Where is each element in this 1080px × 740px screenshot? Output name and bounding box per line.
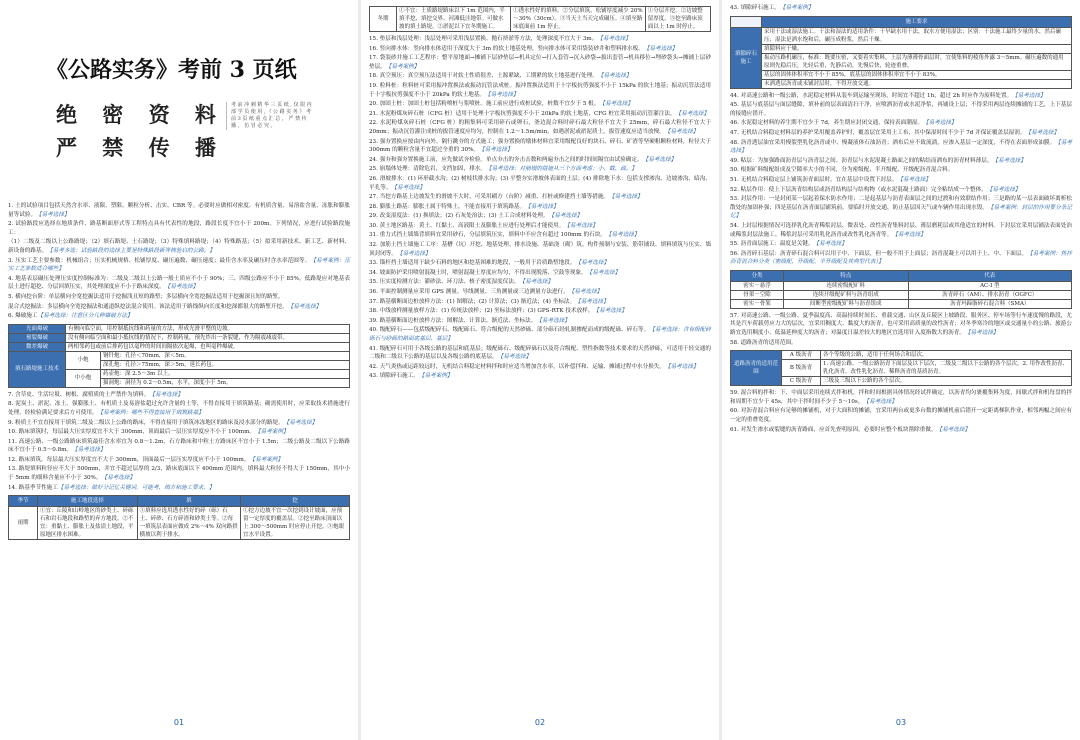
- process-table: [730, 16, 1072, 89]
- table-header-row: [731, 270, 1072, 281]
- paragraph: 56. 沥青碎石基层：沥青碎石混合料可以用于中、下面层，但一般不用于上面层；沥青混凝土可以用于上、中、下面层。【易考案例：热拌沥青混合料分类（密级配、开级配、半开级配及其典型代表）】: [730, 250, 1072, 266]
- exam-tag: 【易考选择】: [605, 232, 640, 239]
- paragraph: 48. 沥青透层油宜采用慢裂型乳化沥青或中、慢凝液体石油沥青；洒布后应不致流淌，应渗入基层一定深度，不得在表面形成油膜。【易考选择】: [730, 139, 1072, 155]
- exam-tag: 【易考选择】: [664, 363, 699, 370]
- table-cell: 密实－悬浮: [731, 281, 784, 290]
- table-cell: [731, 16, 762, 27]
- exam-tag: 【易考选择】: [892, 231, 926, 238]
- exam-tag: 【易考选择：注意区分几种爆破方法】: [37, 313, 133, 320]
- table-header: 特点: [783, 270, 908, 281]
- exam-tag: 【易考选择】: [597, 36, 631, 42]
- table-cell: AC-I 型: [908, 281, 1071, 290]
- exam-tag: 【易考选择】: [1012, 92, 1046, 99]
- table-header: 分类: [731, 270, 784, 281]
- table-cell: 雨期: [9, 507, 38, 540]
- table-cell: 沥青玛蹄脂碎石混合料（SMA）: [908, 299, 1071, 308]
- table-cell: B 级沥青: [782, 360, 821, 377]
- exam-tag: 【易考选择】: [897, 176, 931, 183]
- notice-text: 考 前 冲 刺 精 华 三 页 纸 , 仅 限 内 部 学 员 使 用 ，《 公 路 实 务 》 考 前 3 页 纸 重 点 汇 总 ， 严 禁 传 播 ， 仿 冒 必 究 。: [226, 102, 313, 130]
- table-row: [731, 53, 1072, 70]
- exam-tag: 【易考选择】: [923, 120, 957, 127]
- page-title: 《公路实务》考前 3 页纸: [46, 57, 297, 83]
- table-header: 季节: [9, 496, 38, 507]
- paragraph: 24. 强夯和强夯置换施工前，应先做试夯检验。单点夯击的夯击击数和两遍夯击之间的时间间隔宜由试验确定。【易考选择】: [369, 156, 677, 163]
- paragraph: 40. 级配碎石——包括级配碎石、级配砾石、符合级配的天然砂砾、部分砾石经轧制掺配而成的级配砾、碎石等。【易考选择：含有级配碎砾石与砂砾的路面底基层、基层】: [369, 327, 711, 342]
- table-row: [370, 7, 711, 32]
- table-header: 施工要求: [762, 16, 1072, 27]
- table-cell: 道路沥青的适用范围: [731, 351, 782, 386]
- exam-tag: 【易考选择】: [813, 241, 847, 248]
- exam-tag: 【易考选择】: [575, 298, 609, 305]
- paragraph: 19. 粒料桩：粒料桩可采用振冲置换法或振动沉管法成桩。振冲置换法适用于十字板抗剪强度不小于 15kPa 的软土地基；振动沉管法适用于十字板抗剪强度不小于 20kPa 的软土地基。【易考选择】: [369, 82, 711, 98]
- paragraph: 1. 土的试验项目包括天然含水率、液限、塑限、颗粒分析、击实、CBR 等。必要时应做相对密度、有机质含量、易溶盐含量、冻胀和膨胀量等试验。【易考选择】: [8, 203, 350, 218]
- paragraph: 42. 天气炎热或运距较远时，无机结合料稳定材料拌和时应适当增加含水率，以补偿拌和、运输、摊铺过程中水分损失。【易考选择】: [369, 363, 699, 370]
- exam-tag: 【易考选择】: [642, 156, 677, 163]
- exam-tag: 【易考选择】: [283, 419, 318, 426]
- paragraph: 17. 袋装砂井施工工艺程序：整平原地面→摊铺下层砂垫层→机具定位→打入套管→沉入砂袋→拔出套管→机具移位→埋砂袋头→摊铺上层砂垫层。【易考案例】: [369, 55, 711, 70]
- exam-tag: 【易考选择】: [101, 475, 136, 482]
- paragraph: 55. 沥青面层施工：温度是关键。【易考选择】: [730, 241, 847, 248]
- paragraph: 49. 粘层：为加强路面沥青层与沥青层之间、沥青层与水泥混凝土路面之间的粘结而洒布的沥青材料薄层。【易考选择】: [730, 157, 1026, 164]
- paragraph: 10. 路床填筑时，每层最大压实厚度宜不大于 300mm，顶面最后一层压实厚度应不小于 100mm。【易考案例】: [8, 429, 289, 436]
- table-cell: ①挖方边坡不宜一次挖到设计坡面，应预留一定厚度的覆盖层。②挖至路床顶面以上 300～500mm 时应停止开挖。③炮眼宜水平设置。: [241, 507, 350, 540]
- table-row: [9, 507, 350, 540]
- table-cell: 密实－骨架: [731, 299, 784, 308]
- table-header-row: [731, 16, 1072, 27]
- exam-tag: 【易考案例：哪些不得直接用于填筑路基】: [97, 409, 204, 416]
- exam-tag: 【易考选择】: [485, 91, 519, 98]
- paragraph: 16. 竖向排水体：竖向排水体适用于深度大于 3m 的软土地基处理。竖向排水体可采用袋装砂井和塑料排水板。【易考选择】: [369, 45, 678, 52]
- paragraph: 33. 锚杆挡土墙适用于缺少石料的地区和挖基困难的地段，一般用于岩质路堑地段。【易考选择】: [369, 260, 610, 267]
- exam-tag: 【易考选择】: [149, 391, 183, 398]
- exam-tag: 【易考选择】: [730, 139, 1072, 155]
- table-header: 代表: [908, 270, 1071, 281]
- exam-tag: 【易考选择】: [675, 110, 710, 117]
- table-cell: 基层的固体体积率宜不小于 85%，底基层的固体体积率宜不小于 83%。: [762, 70, 1072, 79]
- paragraph: 混合式挖掘法：多层横向全宽挖掘法和通道纵挖法混合使用。该法适用于路线纵向长度和挖深都很大的路堑开挖。【易考选择】: [8, 303, 322, 310]
- exam-tag: 【易考选择】: [964, 330, 999, 337]
- table-cell: ①宜：丘陵和山岭地区的砂类土、碎砾石和岩石地段和路堑的弃方地段。②不宜：重黏土、膨胀土及盐渍土地段，平原地区排水困难。: [38, 507, 138, 540]
- table-row: [731, 27, 1072, 44]
- paragraph: 45. 基层与底基层与面层缝隙，填补前的层表面清扫干净，应喷洒沥青或水泥净浆，再铺设上层；不得采用两层连续摊铺的工艺，上下基层的接缝应错开。: [730, 102, 1072, 117]
- paragraph: 6. 爆破施工【易考选择：注意区分几种爆破方法】: [8, 313, 133, 320]
- paragraph: 4. 地基表层碾压处理压实度控制标准为：二级及二级以上公路一般土质应不小于 90%；三、四级公路应不小于 85%。低路堤应对地基表层土进行超挖、分层回填压实，其处理深度应不小于路床深度。【易考选择】: [8, 275, 350, 291]
- exam-tag: 【易考选择】: [396, 250, 431, 257]
- paragraph-list: [8, 202, 350, 321]
- table-cell: 填隙碎石施工: [731, 27, 762, 88]
- exam-tag: 【易考选择：做好分记忆关键词，可能考、填方和施工要求。】: [57, 484, 215, 491]
- paragraph: 26. 滑坡排水：(1) 环形截水沟；(2) 树枝状排水沟；(3) 平整夯实滑坡体表面的土层；(4) 排除地下水：包括支撑渗沟、边坡渗沟、暗沟、平孔等。【易考选择】: [369, 175, 711, 191]
- confidential-banner: [8, 90, 350, 202]
- table-cell: 填石路堤施工技术: [9, 351, 66, 387]
- paragraph: 3. 压实工艺主要参数：机械组合；压实机械规格、松铺厚度、碾压遍数、碾压速度；最佳含水率及碾压时含水率范围等。【易考案例：压实工艺参数适合哪些】: [8, 257, 350, 273]
- paragraph: 39. 路基横断面边桩放样方法：图解法、计算法、渐近法、坐标法。【易考选择】: [369, 317, 570, 324]
- table-row: [9, 342, 350, 351]
- table-header-row: [9, 496, 350, 507]
- table-row: [731, 281, 1072, 290]
- exam-tag: 【易考选择】: [164, 284, 199, 291]
- paragraph: 2. 试验路段应选择在地质条件、路基断面形式等工程特点具有代表性的地段，路段长度不宜小于 200m。下列情况，应进行试验路段施工：: [8, 221, 350, 236]
- table-cell: 预裂爆破: [9, 333, 66, 342]
- exam-tag: 【易考选择：含有级配碎砾石与砂砾的路面底基层、基层】: [369, 327, 711, 342]
- exam-tag: 【易考选择】: [575, 260, 610, 267]
- paragraph: 59. 混合料的拌和：下、中面层采用连续式拌和机，拌和时间根据具体情况经试拌确定，以沥青均匀裹覆集料为度，间歇式拌和机每盘的拌和周期不宜少于 45s，其中干拌时间不少于 5～10s。【易考选择】: [730, 390, 1072, 405]
- paragraph: 8. 泥炭土、淤泥、冻土、强膨胀土、有机质土及易溶盐超过允许含量的土等，不得直接用于填筑路基；确需使用时，应采取技术措施进行处理，经检验满足要求后方可使用。【易考案例：哪些不得直接用于填筑路基】: [8, 401, 350, 416]
- page-1: [0, 0, 358, 740]
- paragraph: 20. 加固土桩：加固土桩包括粉喷桩与浆喷桩。施工前应进行成桩试验，桩数不宜少于 5 根。【易考选择】: [369, 101, 633, 108]
- paragraph: 47. 无机结合料稳定材料层的养护采用覆盖养护时，覆盖层宜采用土工布，其中保湿时间不少于 7d 并保证覆盖层湿润。【易考选择】: [730, 129, 1060, 136]
- table-cell: 各个等级的公路，适用于任何场合和层次。: [821, 351, 1072, 360]
- exam-tag: 【易考选择】: [586, 269, 621, 276]
- table-cell: 药壶炮：深 2.5～3m 以上。: [101, 369, 350, 378]
- page-3: [722, 0, 1080, 740]
- table-row: [731, 70, 1072, 79]
- table-cell: 两相邻药包或前后排药包以毫秒的时间间隔依次起爆，也叫毫秒爆破。: [66, 342, 350, 351]
- table-cell: ①不宜：土质路堤路床以下 1m 范围内，半填半挖、填挖交界、河滩低洼地带。可做水坡的填土路堤。②淤泥以下宜冬期施工。: [397, 7, 511, 32]
- table-cell: 猫洞炮：洞径为 0.2～0.5m，水平，深度小于 5m。: [101, 378, 350, 387]
- table-cell: A 级沥青: [782, 351, 821, 360]
- page-number: 02: [534, 718, 546, 728]
- paragraph: 22. 水泥粉煤灰碎石桩（CFG 桩）的粗集料可采用碎石或卵石，釜边混合料时碎石最大粒径不宜大于 25mm，碎石最大粒径不宜大于 20mm；振动沉管灌注成桩的拔管速度应均匀，控制在 1.2～1.5m/min，如遇淤泥或淤泥质土，拔管速度应适当放慢。【易考选择】: [369, 120, 711, 135]
- exam-tag: 【易考选择】: [391, 184, 425, 191]
- table-header: 施工地段选择: [38, 496, 138, 507]
- paragraph: 38. 中线放样测量放样方法：(1) 传统法放样；(2) 坐标法放样；(3) GPS-RTK 技术放样。【易考选择】: [369, 308, 627, 315]
- paragraph: 28. 膨胀土路基：膨胀土属于特殊土，不能直接用于填筑路基。【易考选择】: [369, 203, 559, 210]
- table-cell: 间断型密级配矿料与沥青组成: [783, 299, 908, 308]
- table-cell: 冬期: [370, 7, 397, 32]
- exam-tag: 【易考选择】: [287, 303, 322, 310]
- paragraph: 61. 对发生渗水或裂缝的沥青路面，应首先查明原因，必要时应整个板块凿除重做。【易考选择】: [730, 426, 971, 433]
- exam-tag: 【易考选择】: [1025, 129, 1060, 136]
- confidential-stamp: [56, 100, 225, 166]
- table-cell: 1. 高速公路、一级公路沥青下面层及以下层次，二级及二级以下公路的各个层次。2. 用作改性沥青、乳化沥青、改性乳化沥青、稀释沥青的基质沥青。: [821, 360, 1072, 377]
- exam-tag: 【易考选择】: [986, 186, 1021, 193]
- paragraph: 43. 填隙碎石施工。【易考案例】: [369, 373, 453, 380]
- paragraph: 13. 路堤填料粒径应不大于 500mm，并宜不超过层厚的 2/3，路床底面以下 400mm 范围内，填料最大粒径不得大于 150mm，其中小于 5mm 的细料含量应不小于 30%。【易考选择】: [8, 466, 350, 482]
- exam-tag: 【易考选择】: [35, 211, 70, 218]
- table-cell: 填隙料应干燥。: [762, 44, 1072, 53]
- exam-tag: 【易考选择】: [936, 426, 971, 433]
- table-cell: 有侧向临空面，用控制抵抗线和药量的方法，形成光滑平整的边坡。: [66, 324, 350, 333]
- paragraph: 9. 粉质土不宜直接用于填筑二级及二级以上公路的路床，不得直接用于填筑冰冻地区的路床及浸水部分的路堤。【易考选择】: [8, 419, 318, 426]
- exam-tag: 【易考案例】: [779, 5, 814, 11]
- blast-table: [8, 324, 350, 388]
- table-cell: 振动压路机碾压，标准：既要压密，又要着实集料，上层为薄薄骨面层时，宜使集料的棱角外露 3～5mm。碾压遍数的通用原则先稳后压，先轻后重，先静后动，先慢后快，轮迹重叠。: [762, 53, 1072, 70]
- table-cell: 微差爆破: [9, 342, 66, 351]
- stamp-line-1: 绝 密 资 料: [56, 103, 225, 127]
- table-row: [731, 299, 1072, 308]
- asphalt-scope-table: [730, 350, 1072, 386]
- exam-tag: 【易考选择】: [597, 73, 632, 80]
- paragraph: （1）二级及二级以上公路路堤；（2）填石路堤、土石路堤；（3）特殊填料路堤；（4）特殊路基；（5）拟采用新技术、新工艺、新材料、新设备的路基。【易考多选：试验路段的选择主要是特殊路段新等核验启的公路。】: [8, 239, 350, 254]
- table-row: [9, 351, 350, 360]
- paragraph: 21. 水泥粉煤灰碎石桩（CFG 桩）适用于处理十字板抗剪强度不小于 20kPa 的软土地基，CFG 桩宜采用振动沉管灌注法。【易考选择】: [369, 110, 710, 117]
- table-cell: 沥青碎石（AM）、排水沥青（OGFC）: [908, 290, 1071, 299]
- table-cell: C 级沥青: [782, 377, 821, 386]
- table-row: [731, 351, 1072, 360]
- paragraph: 5. 横向挖台阶：单层横向全宽挖掘法适用于挖掘浅且短的路堑；多层横向全宽挖掘法适用于挖掘深且短的路堑。: [8, 293, 284, 300]
- paragraph-list: [730, 389, 1072, 434]
- exam-tag: 【易考选择】: [643, 45, 678, 52]
- paragraph: 11. 高速公路、一级公路路床填筑最佳含水率宜为 0.8～1.2m，石方路床和中粒土方路床区不宜小于 1.5m；二级公路及二级以下公路路床不宜小于 0.5～0.8m。【易考选择】: [8, 438, 350, 454]
- page-number: 01: [173, 718, 185, 728]
- paragraph: 53. 封层作用：一是封闭某一层起着保水防水作用；二是起基层与沥青表面层之间的过渡和有效联结作用；三是路的某一层表面破坏离析松散处的加固补强；四是基层在沥青面层铺筑前，要临时开放交通，防止基层因天气或车辆作用出现水毁。【易考案例：封层的作用要分条记忆】: [730, 196, 1072, 220]
- paragraph: 18. 真空预压：真空预压法适用于对软土性质很差、土源紧缺、工期紧的软土地基进行处理。【易考选择】: [369, 73, 632, 80]
- table-row: [731, 377, 1072, 386]
- exam-tag: 【易考选择】: [992, 157, 1026, 164]
- exam-tag: 【易考选择】: [497, 354, 532, 361]
- table-row: [731, 290, 1072, 299]
- paragraph: 35. 压实度检测方法：灌砂法、环刀法、核子密度湿度仪法。【易考选择】: [369, 279, 554, 286]
- exam-tag: 【易考案例：封层的作用要分条记忆】: [730, 204, 1072, 220]
- paragraph: 30. 黄土地区路基：黄土、红黏土、高液限土及膨胀土应进行处理后才能使用。【易考选择】: [369, 222, 598, 229]
- exam-tag: 【易考选择】: [479, 147, 513, 154]
- exam-tag: 【易考案例】: [418, 373, 453, 380]
- exam-tag: 【易考选择】: [72, 447, 106, 454]
- exam-tag: 【易考选择】: [863, 398, 897, 405]
- winter-table: [369, 6, 711, 32]
- table-cell: 中小炮: [66, 369, 101, 387]
- table-cell: 采用干法或湿法施工。干法和湿法的适用条件：干旱缺水用干法，取水方便用湿法；区别：干法施工最终少量的水，然后碾压；湿法是洒水饱和后，碾压成粉浆，然后干燥。: [762, 27, 1072, 44]
- table-cell: 未洒透层沥青或未铺封层时，不得开放交通。: [762, 79, 1072, 88]
- paragraph: 60. 对沥青混合料应有足够的摊铺机，对于大面积的摊铺，宜采用两台或更多台数的摊铺机前后错开一定距离梯队作业，相邻两幅之间应有一定的重叠宽度。: [730, 408, 1072, 424]
- paragraph: 57. 对高速公路、一级公路、夏季温度高、高温持续时间长、重载交通、山区及丘陵区上坡路段、服务区、停车场等行车速度慢的路段，尤其是汽车荷载剪应力大的层次，宜采用稠度大、黏度大的沥青，也可采用高质量的改性沥青；对冬季寒冷的地区或交通量小的公路、旅游公路宜选用稠度小、低温延伸度大的沥青；对温度日温差较大的地区宜选用针入度指数大的沥青。【易考选择】: [730, 312, 1072, 337]
- table-row: [731, 360, 1072, 377]
- paragraph: 43. 填隙碎石施工。【易考案例】: [730, 5, 814, 11]
- table-header: 挖: [241, 496, 350, 507]
- paragraph: 14. 路基季节性施工【易考选择：做好分记忆关键词，可能考、填方和施工要求。】: [8, 484, 215, 491]
- asphalt-class-table: [730, 270, 1072, 309]
- paragraph: 31. 重力式挡土墙墙背填料宜采用砂石，分层填筑压实，填料中不应含有超过 100mm 的石块。【易考选择】: [369, 232, 640, 239]
- table-cell: 深孔炮：孔径＞75mm，深＞5m，延长药包。: [101, 360, 350, 369]
- paragraph: 44. 对高速公路和一级公路，水泥稳定材料从装车到运输至现场，时间宜不超过 1h，超过 2h 时应作为废料处置。【易考选择】: [730, 92, 1046, 99]
- table-cell: 光面爆破: [9, 324, 66, 333]
- exam-tag: 【易考选择：对崩塌的措施从三个方面考虑：小、截、疏。】: [485, 166, 638, 173]
- exam-tag: 【易考选择】: [568, 289, 603, 296]
- paragraph: 51. 无机结合料稳定层上铺筑沥青面层时，宜在基层中设置下封层。【易考选择】: [730, 176, 931, 183]
- table-cell: 连续密级配矿料: [783, 281, 908, 290]
- exam-tag: 【易考案例】: [385, 63, 420, 70]
- exam-tag: 【易考选择】: [593, 308, 627, 315]
- table-row: [9, 324, 350, 333]
- paragraph: 46. 水泥稳定材料的养生期不宜少于 7d，养生期应封闭交通，保持表面潮湿。【易考选择】: [730, 120, 957, 127]
- table-cell: 连续开级配矿料与沥青组成: [783, 290, 908, 299]
- exam-tag: 【易考选择】: [536, 317, 570, 324]
- table-cell: 钢钎炮：孔径＜70mm，深＜5m。: [101, 351, 350, 360]
- paragraph: 34. 坡面防护采用喷射混凝土时，喷射混凝土厚度应均匀，不得出现脱落、空鼓等现象。【易考选择】: [369, 269, 621, 276]
- paragraph: 7. 含草皮、生活垃圾、树根、腐殖质的土严禁作为填料。【易考选择】: [8, 391, 183, 398]
- season-table: [8, 495, 350, 540]
- paragraph-list: [730, 312, 1072, 347]
- paragraph: 52. 粘层作用：使上下层沥青结构层或沥青结构层与结构物（或水泥混凝土路面）完全粘结成一个整体。【易考选择】: [730, 186, 1021, 193]
- paragraph-list: [8, 391, 350, 493]
- paragraph: 15. 垫层和浅层处理：浅层处理可采用浅层置换、抛石挤淤等方法，处理深度不宜大于 3m。【易考选择】: [369, 36, 631, 42]
- table-cell: 骨架－空隙: [731, 290, 784, 299]
- paragraph: 41. 级配碎石可用于各级公路的基层和底基层；级配砾石、级配碎砾石以及符合级配、塑性指数等技术要求的天然砂砾，可适用于轻交通的二级和二级以下公路的基层以及各级公路的底基层。【易考选择】: [369, 345, 711, 361]
- exam-tag: 【易考多选：试验路段的选择主要是特殊路段新等核验启的公路。】: [47, 247, 215, 254]
- exam-tag: 【易考案例】: [249, 456, 283, 463]
- paragraph: 58. 道路沥青的适用范围。: [730, 339, 797, 346]
- paragraph: 27. 当挖方路基上边坡发生的滑坡不大时，可采用刷方（台阶）减重、打桩或修建挡土墙等措施。【易考选择】: [369, 194, 643, 201]
- exam-tag: 【易考选择】: [519, 279, 554, 286]
- exam-tag: 【易考案例：压实工艺参数适合哪些】: [8, 257, 350, 273]
- exam-tag: 【易考选择】: [599, 101, 633, 108]
- table-row: [731, 79, 1072, 88]
- paragraph: 25. 崩塌体处理：清除危岩，支挡加固，排水。【易考选择：对崩塌的措施从三个方面考虑：小、截、疏。】: [369, 166, 638, 173]
- page-number: 03: [895, 718, 907, 728]
- paragraph: 12. 路床填筑，每层最大压实厚度宜不大于 300mm，顶面最后一层压实厚度应不小于 100mm。【易考案例】: [8, 456, 283, 463]
- exam-tag: 【易考选择】: [664, 128, 699, 135]
- table-cell: 三级及三级以下公路的各个层次。: [821, 377, 1072, 386]
- paragraph: 50. 根据矿料级配组成及空隙率大小的不同，分为密级配、半开级配、开级配沥青混合料。: [730, 167, 954, 174]
- table-header: 填: [137, 496, 240, 507]
- table-row: [9, 333, 350, 342]
- stamp-line-2: 严 禁 传 播: [56, 136, 225, 160]
- paragraph: 29. 改变湿度法：(1) 换填法；(2) 石灰处治法；(3) 土工合成材料处理。【易考选择】: [369, 213, 583, 220]
- table-cell: ①透水性好的填料。②分层填筑，松铺厚度减少 20%～30%（30cm）。③当天土当天完成碾压。④填至路床底面前 1m 停止。: [511, 7, 646, 32]
- exam-tag: 【易考选择】: [525, 203, 559, 210]
- paragraph: 32. 加筋土挡土墙施工工序：基槽（坑）开挖、地基处理、排水设施、基础浇（砌）筑、构件预制与安装、筋带铺设、填料填筑与压实、墙顶封闭等。【易考选择】: [369, 242, 711, 257]
- exam-tag: 【易考选择】: [548, 213, 583, 220]
- paragraph: 23. 强夯置换应按由内向外、隔行跳夯的方式施工；强夯置换的墩体材料宜采用级配良好的块石、碎石、矿渣等坚硬粗颗粒材料，粒径大于 300mm 的颗粒含量不宜超过全重的 30%。【易考选择】: [369, 138, 711, 154]
- table-cell: ①分层开挖。②边坡整留厚度。③挖至路床顶面以上 1m 时停止。: [645, 7, 710, 32]
- exam-tag: 【易考选择】: [609, 194, 643, 201]
- exam-tag: 【易考案例：热拌沥青混合料分类（密级配、开级配、半开级配及其典型代表）】: [730, 250, 1072, 266]
- paragraph: 37. 路基横断面边桩放样方法：(1) 图解法；(2) 计算法；(3) 渐近法；(4) 坐标法。【易考选择】: [369, 298, 609, 305]
- table-cell: 小炮: [66, 351, 101, 369]
- paragraph: 54. 上封层根据情况可选择乳化沥青稀浆封层、微表处、改性沥青集料封层、薄层磨耗层或其他适宜的材料。下封层宜采用层铺法表面处治或稀浆封层法施工。稀浆封层可采用乳化沥青或改性乳化沥青等。【易考选择】: [730, 222, 1072, 238]
- paragraph-list: [730, 92, 1072, 267]
- paragraph: 36. 平面控制测量应采用 GPS 测量、导线测量、三角测量或三边测量方法进行。【易考选择】: [369, 289, 603, 296]
- exam-tag: 【易考选择】: [564, 222, 598, 229]
- table-row: [731, 44, 1072, 53]
- table-cell: ①填料应选用透水性好的碎（砾）石土、碎砂、石方碎渣和砂类土等。②每一填筑层表面应做成 2%～4% 双向路拱横坡以利于排水。: [137, 507, 240, 540]
- exam-tag: 【易考案例】: [255, 429, 289, 436]
- table-cell: 没有侧向临空面和最小抵抗线的情况下，控制药量，预先炸出一条裂缝，作为隔震减震带。: [66, 333, 350, 342]
- page-2: [361, 0, 719, 740]
- paragraph-list: [369, 35, 711, 381]
